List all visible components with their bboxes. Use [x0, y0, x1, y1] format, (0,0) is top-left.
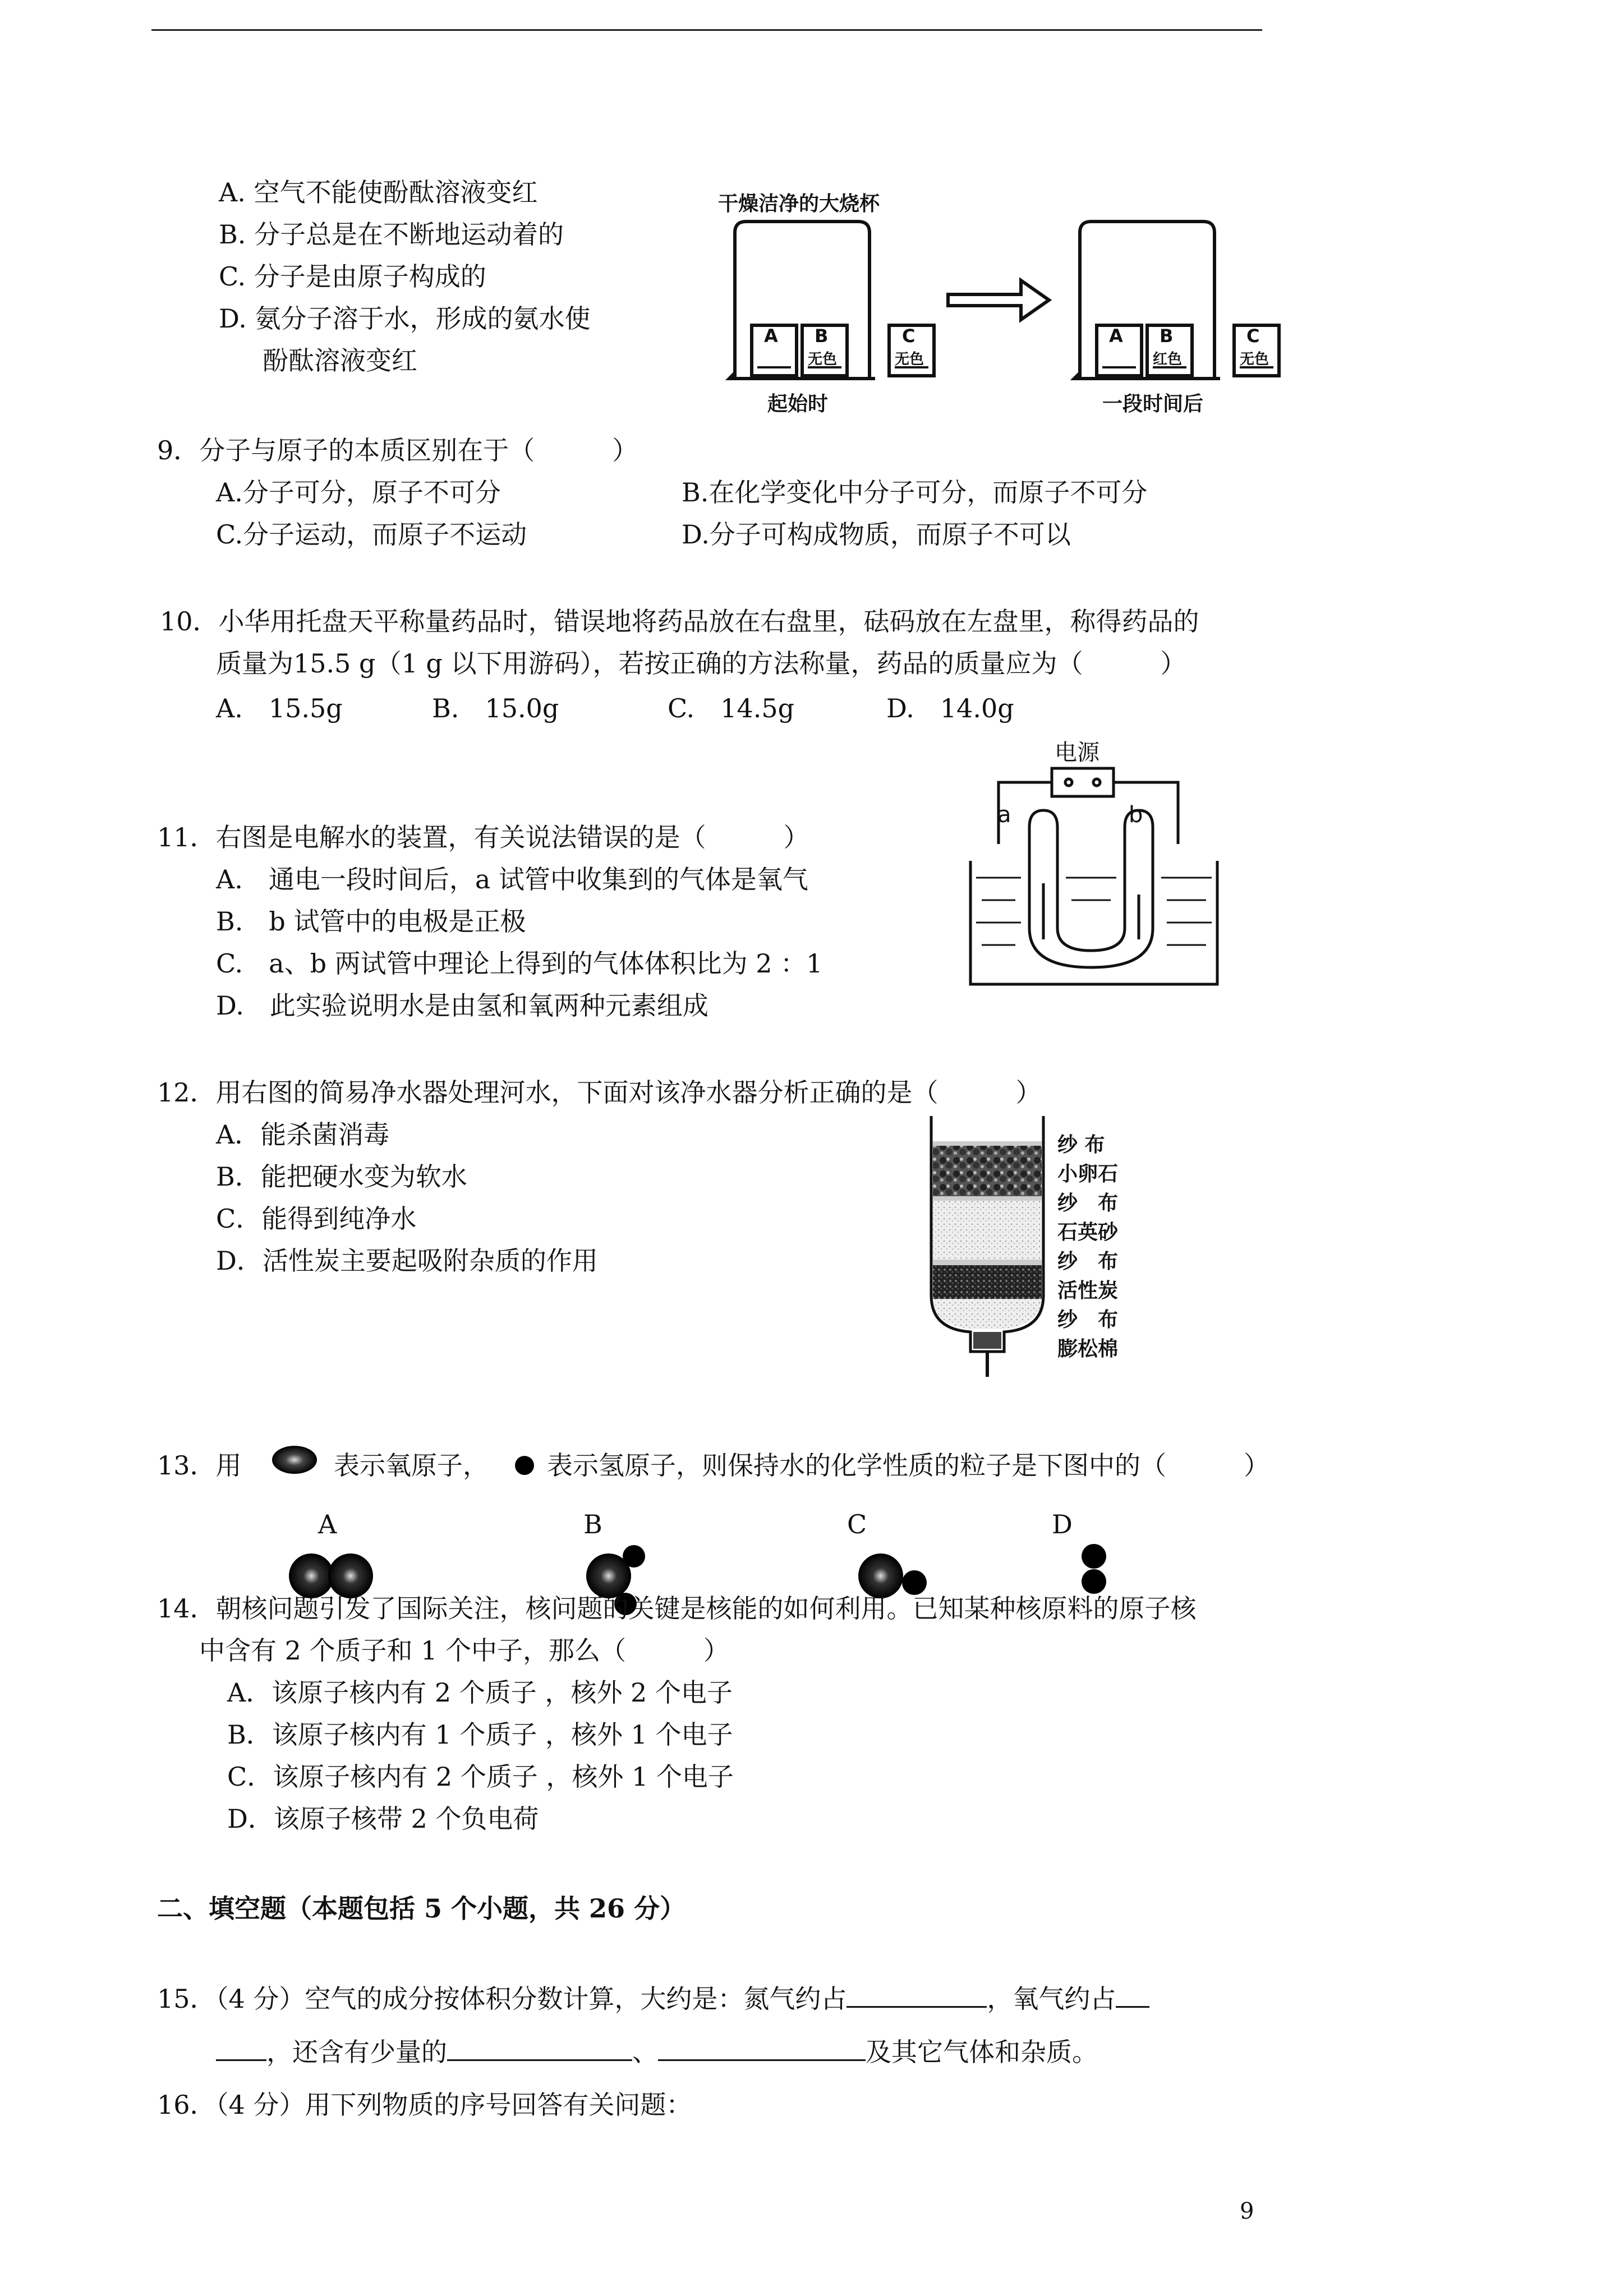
q13-stem-part2: 表示氧原子， — [334, 1450, 489, 1481]
q13-choice-b: B — [583, 1509, 602, 1539]
tube-b-label: b — [1129, 802, 1143, 828]
q12-option-c: C．能得到纯净水 — [216, 1204, 417, 1234]
cup-a-start: A — [764, 325, 778, 347]
q9-stem: 9．分子与原子的本质区别在于（ ） — [157, 435, 638, 465]
cup-b-after-color: 红色 — [1153, 351, 1183, 368]
q8-option-a: A. 空气不能使酚酞溶液变红 — [219, 177, 538, 208]
oxygen-atom-icon — [269, 1443, 320, 1477]
cup-c-start-color: 无色 — [895, 351, 924, 368]
q11-option-c: C. a、b 两试管中理论上得到的气体体积比为 2 ：1 — [216, 948, 823, 979]
q8-option-c: C. 分子是由原子构成的 — [219, 261, 486, 292]
q11-option-a: A. 通电一段时间后，a 试管中收集到的气体是氧气 — [216, 864, 808, 895]
section-heading: 二、填空题（本题包括 5 个小题，共 26 分） — [157, 1893, 686, 1924]
filter-layer-3: 纱 布 — [1057, 1192, 1119, 1215]
filter-layer-1: 纱 布 — [1057, 1133, 1105, 1156]
filter-layer-4: 石英砂 — [1057, 1221, 1119, 1244]
q14-option-b: B．该原子核内有 1 个质子 ，核外 1 个电子 — [227, 1719, 733, 1750]
q12-stem: 12．用右图的简易净水器处理河水，下面对该净水器分析正确的是（ ） — [157, 1077, 1042, 1108]
page-number: 9 — [1240, 2198, 1254, 2224]
filter-layer-7: 纱 布 — [1057, 1308, 1119, 1331]
cup-a-after: A — [1109, 325, 1123, 347]
q9-option-c: C.分子运动，而原子不运动 — [216, 519, 527, 550]
q10-stem-line2: 质量为15.5 g（1 g 以下用游码），若按正确的方法称量，药品的质量应为（ ） — [216, 648, 1186, 679]
q16-stem: 16．（4 分）用下列物质的序号回答有关问题： — [157, 2090, 692, 2120]
q14-stem-line2: 中含有 2 个质子和 1 个中子，那么（ ） — [199, 1635, 730, 1666]
filter-layer-2: 小卵石 — [1057, 1163, 1119, 1186]
electrolysis-figure — [965, 766, 1223, 1001]
q11-stem: 11．右图是电解水的装置，有关说法错误的是（ ） — [157, 822, 809, 852]
start-label: 起始时 — [767, 393, 829, 416]
q15-line2 — [216, 2035, 1098, 2069]
q12-option-a: A．能杀菌消毒 — [216, 1119, 390, 1150]
filter-layer-8: 膨松棉 — [1057, 1338, 1119, 1361]
q15-line1 — [157, 1981, 1149, 2016]
cup-b-start: B — [815, 325, 829, 347]
filter-layer-5: 纱 布 — [1057, 1250, 1119, 1273]
q12-option-d: D．活性炭主要起吸附杂质的作用 — [216, 1246, 598, 1276]
cup-c-start: C — [902, 325, 915, 347]
q13-stem-part1: 13．用 — [157, 1450, 242, 1481]
q10-option-d: D. 14.0g — [886, 693, 1014, 723]
q9-option-d: D.分子可构成物质，而原子不可以 — [682, 519, 1071, 550]
q8-option-d-cont: 酚酞溶液变红 — [263, 345, 417, 376]
q15-line2-a: ，还含有少量的 — [266, 2037, 447, 2067]
q11-option-b: B. b 试管中的电极是正极 — [216, 906, 526, 937]
filter-layer-6: 活性炭 — [1057, 1279, 1119, 1302]
q9-option-b: B.在化学变化中分子可分，而原子不可分 — [682, 477, 1148, 508]
q13-choice-a: A — [318, 1509, 337, 1539]
tube-a-label: a — [997, 802, 1011, 828]
q15-line1-a: 15．（4 分）空气的成分按体积分数计算，大约是：氮气约占 — [157, 1984, 847, 2014]
power-label: 电源 — [1055, 740, 1099, 766]
hydrogen-atom-icon — [513, 1454, 536, 1477]
q9-option-a: A.分子可分，原子不可分 — [216, 477, 501, 508]
q15-line1-b: ，氧气约占 — [987, 1984, 1116, 2014]
q15-blank-nitrogen[interactable] — [846, 1981, 987, 2008]
water-filter-figure — [926, 1116, 1049, 1380]
q13-choice-c: C — [847, 1509, 867, 1539]
beaker-title: 干燥洁净的大烧杯 — [718, 192, 880, 215]
q13-choice-d: D — [1052, 1509, 1073, 1539]
cup-c-after-color: 无色 — [1240, 351, 1269, 368]
q8-option-d: D. 氨分子溶于水，形成的氨水使 — [219, 303, 591, 334]
q15-blank-oxygen-cont[interactable] — [216, 2035, 266, 2061]
cup-c-after: C — [1246, 325, 1260, 347]
q8-option-b: B. 分子总是在不断地运动着的 — [219, 219, 564, 250]
q14-option-d: D．该原子核带 2 个负电荷 — [227, 1804, 539, 1834]
q15-blank-oxygen[interactable] — [1116, 1981, 1149, 2008]
q14-stem-line1: 14．朝核问题引发了国际关注，核问题的关键是核能的如何利用。已知某种核原料的原子核 — [157, 1593, 1197, 1624]
q10-option-a: A. 15.5g — [216, 693, 343, 723]
after-label: 一段时间后 — [1102, 393, 1204, 416]
q12-option-b: B．能把硬水变为软水 — [216, 1161, 467, 1192]
q15-line2-b: 、 — [632, 2037, 658, 2067]
cup-b-after: B — [1160, 325, 1174, 347]
q14-option-c: C．该原子核内有 2 个质子 ，核外 1 个电子 — [227, 1762, 734, 1792]
q15-line2-c: 及其它气体和杂质。 — [866, 2037, 1098, 2067]
header-rule — [151, 29, 1262, 31]
cup-b-start-color: 无色 — [808, 351, 838, 368]
q10-stem-line1: 10．小华用托盘天平称量药品时，错误地将药品放在右盘里，砝码放在左盘里，称得药品的 — [160, 606, 1199, 637]
q15-blank-gas-2[interactable] — [658, 2035, 866, 2061]
q13-stem-part3: 表示氢原子，则保持水的化学性质的粒子是下图中的（ ） — [547, 1450, 1269, 1481]
q10-option-c: C. 14.5g — [668, 693, 795, 723]
ammonia-diffusion-figure — [718, 210, 1307, 412]
q11-option-d: D. 此实验说明水是由氢和氧两种元素组成 — [216, 990, 709, 1021]
q14-option-a: A．该原子核内有 2 个质子 ，核外 2 个电子 — [227, 1677, 733, 1708]
q15-blank-gas-1[interactable] — [447, 2035, 632, 2061]
q10-option-b: B. 15.0g — [432, 693, 559, 723]
